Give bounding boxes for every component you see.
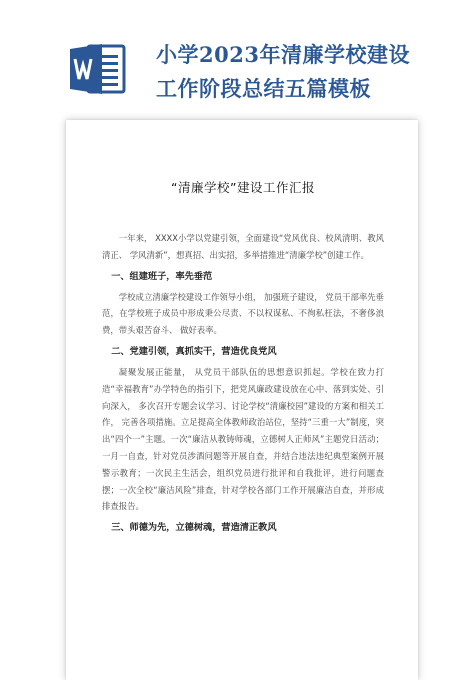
page-title [156, 38, 456, 106]
document-heading: “清廉学校”建设工作汇报 [171, 180, 315, 195]
word-document-icon [68, 40, 126, 98]
section-heading-1: 一、组建班子，率先垂范 [111, 270, 213, 282]
title-line-1: 小学2023年清廉学校建设 [156, 42, 410, 67]
document-preview [66, 120, 418, 680]
paragraph-section-1: 学校成立清廉学校建设工作领导小组， 加强班子建设， 党员干部率先垂范，在学校班子成员中形成秉公尽责、不以权谋私、不徇私枉法，不奢侈浪费，带头艰苦奋斗、 做好表率。 [102, 291, 384, 336]
section-heading-3: 三、师德为先，立德树魂，营造清正教风 [111, 522, 277, 534]
title-line-2: 工作阶段总结五篇模板 [156, 76, 371, 101]
document-body [102, 230, 384, 538]
paragraph-section-2: 凝聚发展正能量， 从党员干部队伍的思想意识抓起。学校在致力打造“幸福教育”办学特色的指引下，把党风廉政建设放在心中、落到实处、引向深入， 多次召开专题会议学习、讨论学校“清廉校园”建设的方案和相关工作， 完善各项措施。立足提高全体教师政治站位，坚持“三重一大”制度，突出“四个一”主题。一次“廉洁从教铸师魂，立德树人正师风”主题党日活动；一月一自查，针对党员涉酒问题等开展自查，并结合违法违纪典型案例开展警示教育；一次民主生活会，组织党员进行批评和自我批评，进行问题查摆；一次全校“廉洁风险”排查，针对学校各部门工作开展廉洁自查，并形成排查报告。 [102, 366, 384, 512]
document-content [102, 120, 384, 540]
section-heading-2: 二、党建引领，真抓实干，营造优良党风 [111, 345, 277, 357]
paragraph-intro: 一年来， XXXX小学以党建引领，全面建设“党风优良、校风清明、教风清正、 学风清新”，想真招、出实招，多举措推进“清廉学校”创建工作。 [102, 233, 384, 260]
